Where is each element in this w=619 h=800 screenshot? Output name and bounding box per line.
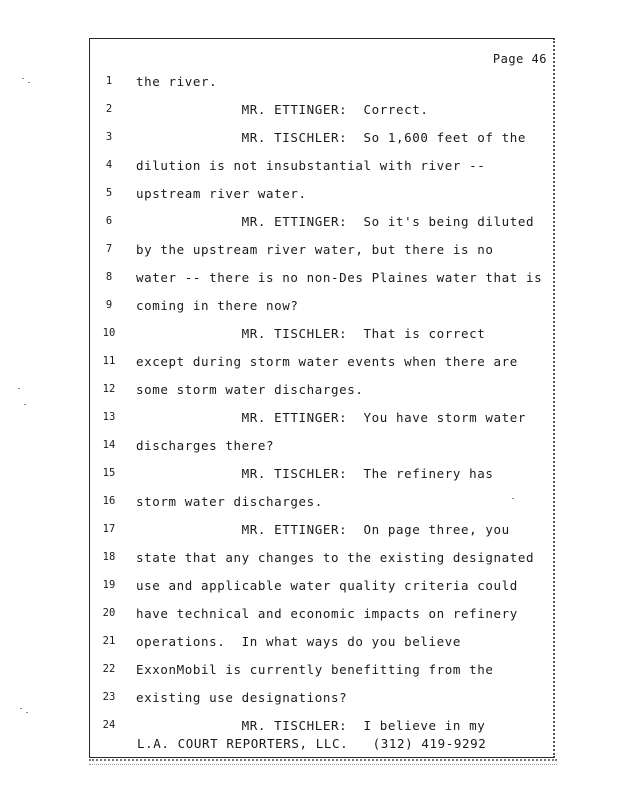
line-text: except during storm water events when there are — [136, 354, 518, 369]
line-number: 19 — [102, 579, 116, 591]
line-text: MR. ETTINGER: On page three, you — [136, 522, 510, 537]
transcript-line — [89, 214, 555, 234]
line-number: 14 — [102, 439, 116, 451]
transcript-line — [89, 606, 555, 626]
line-number: 8 — [105, 271, 113, 283]
line-text: MR. TISCHLER: That is correct — [136, 326, 486, 341]
line-number: 10 — [102, 327, 116, 339]
line-text: by the upstream river water, but there is no — [136, 242, 494, 257]
line-text: existing use designations? — [136, 690, 348, 705]
page-number: Page 46 — [492, 52, 547, 66]
transcript-line — [89, 690, 555, 710]
transcript-line — [89, 298, 555, 318]
line-text: MR. ETTINGER: You have storm water — [136, 410, 527, 425]
transcript-line — [89, 718, 555, 738]
line-text: water -- there is no non-Des Plaines water that is — [136, 270, 543, 285]
line-text: the river. — [136, 74, 218, 89]
scan-speck — [26, 712, 28, 713]
transcript-line — [89, 634, 555, 654]
scan-speck — [20, 708, 22, 709]
line-number: 17 — [102, 523, 116, 535]
scan-speck — [512, 498, 514, 499]
line-number: 13 — [102, 411, 116, 423]
line-text: operations. In what ways do you believe — [136, 634, 462, 649]
court-reporter-footer: L.A. COURT REPORTERS, LLC. (312) 419-9292 — [137, 736, 487, 751]
transcript-line — [89, 494, 555, 514]
line-text: MR. TISCHLER: So 1,600 feet of the — [136, 130, 527, 145]
transcript-line — [89, 326, 555, 346]
bottom-rule — [89, 759, 557, 765]
line-number: 15 — [102, 467, 116, 479]
transcript-line — [89, 578, 555, 598]
line-number: 4 — [105, 159, 113, 171]
scan-speck — [22, 78, 24, 79]
line-text: MR. TISCHLER: The refinery has — [136, 466, 494, 481]
line-text: ExxonMobil is currently benefitting from the — [136, 662, 494, 677]
line-number: 23 — [102, 691, 116, 703]
line-text: use and applicable water quality criteria could — [136, 578, 518, 593]
line-number: 7 — [105, 243, 113, 255]
line-number: 5 — [105, 187, 113, 199]
line-text: MR. ETTINGER: So it's being diluted — [136, 214, 535, 229]
transcript-line — [89, 662, 555, 682]
line-text: dilution is not insubstantial with river -- — [136, 158, 486, 173]
line-number: 24 — [102, 719, 116, 731]
line-text: MR. TISCHLER: I believe in my — [136, 718, 486, 733]
line-text: have technical and economic impacts on refinery — [136, 606, 518, 621]
transcript-line — [89, 438, 555, 458]
line-number: 22 — [102, 663, 116, 675]
transcript-line — [89, 102, 555, 122]
line-text: MR. ETTINGER: Correct. — [136, 102, 429, 117]
line-text: upstream river water. — [136, 186, 307, 201]
scan-speck — [28, 82, 30, 83]
transcript-line — [89, 410, 555, 430]
transcript-line — [89, 466, 555, 486]
line-number: 16 — [102, 495, 116, 507]
line-number: 21 — [102, 635, 116, 647]
transcript-line — [89, 382, 555, 402]
line-text: storm water discharges. — [136, 494, 323, 509]
line-number: 9 — [105, 299, 113, 311]
line-number: 3 — [105, 131, 113, 143]
line-number: 1 — [105, 75, 113, 87]
transcript-line — [89, 550, 555, 570]
scan-speck — [18, 388, 20, 389]
line-number: 20 — [102, 607, 116, 619]
line-text: some storm water discharges. — [136, 382, 364, 397]
transcript-line — [89, 354, 555, 374]
line-number: 11 — [102, 355, 116, 367]
transcript-line — [89, 130, 555, 150]
transcript-line — [89, 186, 555, 206]
transcript-line — [89, 270, 555, 290]
scan-speck — [24, 404, 26, 405]
transcript-line — [89, 158, 555, 178]
line-number: 6 — [105, 215, 113, 227]
line-text: discharges there? — [136, 438, 275, 453]
transcript-line — [89, 74, 555, 94]
line-number: 2 — [105, 103, 113, 115]
line-number: 18 — [102, 551, 116, 563]
transcript-line — [89, 242, 555, 262]
line-text: state that any changes to the existing designated — [136, 550, 535, 565]
transcript-line — [89, 522, 555, 542]
line-text: coming in there now? — [136, 298, 299, 313]
line-number: 12 — [102, 383, 116, 395]
